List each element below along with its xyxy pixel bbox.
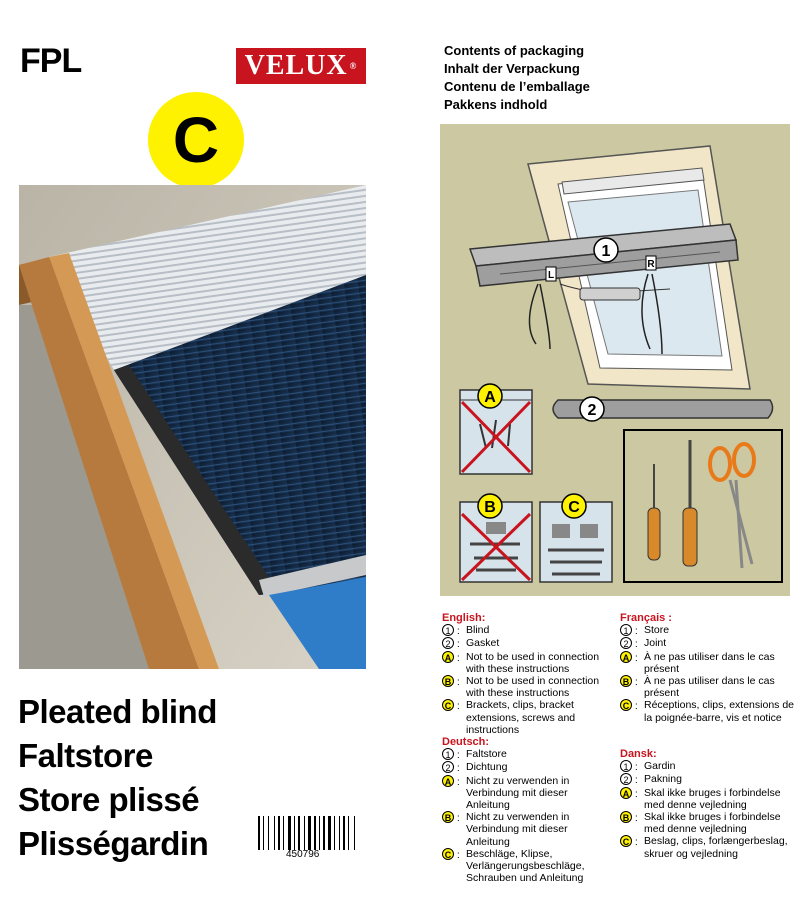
legend-heading: Dansk: [620, 748, 657, 760]
barcode-bar [278, 816, 280, 850]
legend-key: 2 [442, 761, 454, 773]
title-english: Pleated blind [18, 693, 217, 730]
barcode-bar [258, 816, 260, 850]
barcode-number: 450796 [286, 849, 320, 860]
legend-text: Dichtung [466, 761, 508, 774]
legend-item: B : Nicht zu verwenden in Verbindung mit dieser Anleitung [442, 811, 612, 848]
legend-english [442, 612, 612, 736]
legend-item: 2 : Gasket [442, 637, 612, 650]
legend-text: Gardin [644, 760, 676, 773]
legend-heading: English: [442, 612, 486, 624]
legend-text: Not to be used in connection with these instructions [466, 650, 600, 675]
legend-text: À ne pas utiliser dans le cas présent [644, 675, 775, 700]
legend-item: A : Nicht zu verwenden in Verbindung mit dieser Anleitung [442, 775, 612, 812]
legend-key: C [442, 699, 454, 711]
barcode-bar [294, 816, 295, 850]
variant-badge: C [148, 92, 244, 188]
barcode-bar [339, 816, 340, 850]
legend-text: Joint [644, 637, 667, 650]
title-french: Store plissé [18, 781, 200, 818]
barcode-bar [354, 816, 355, 850]
barcode-bar [314, 816, 316, 850]
legend-key: B [620, 675, 632, 687]
legend-text: Skal ikke bruges i forbindelse med denne vejledning [644, 786, 781, 811]
barcode [258, 816, 366, 850]
legend-item: C : Beslag, clips, forlængerbeslag, skruer og vejledning [620, 835, 800, 859]
barcode-bar [319, 816, 320, 850]
legend-key: C [620, 835, 632, 847]
legend-key: 1 [442, 748, 454, 760]
barcode-bar [323, 816, 325, 850]
item-b-label: B [484, 499, 496, 516]
legend-item: A : Not to be used in connection with these instructions [442, 651, 612, 675]
product-photo [19, 185, 366, 669]
legend-text: Nicht zu verwenden in Verbindung mit dieser Anleitung [466, 774, 570, 812]
model-code: FPL [20, 42, 82, 80]
legend-french [620, 612, 800, 724]
legend-text: Brackets, clips, bracket extensions, screws and instructions [466, 699, 576, 736]
legend-text: Gasket [466, 637, 500, 650]
legend-key: C [442, 848, 454, 860]
contents-heading-fr: Contenu de l’emballage [444, 79, 590, 94]
barcode-bar [268, 816, 269, 850]
product-titles [18, 690, 217, 866]
legend-text: Not to be used in connection with these instructions [466, 675, 600, 700]
legend-key: B [442, 811, 454, 823]
barcode-bar [274, 816, 275, 850]
right-marker: R [647, 259, 655, 270]
contents-heading-de: Inhalt der Verpackung [444, 61, 580, 76]
contents-heading-da: Pakkens indhold [444, 97, 548, 112]
legend-text: Nicht zu verwenden in Verbindung mit dieser Anleitung [466, 811, 570, 848]
legend-text: Skal ikke bruges i forbindelse med denne vejledning [644, 811, 781, 836]
legend-key: A [620, 651, 632, 663]
legend-key: 2 [442, 637, 454, 649]
barcode-bar [283, 816, 284, 850]
legend-key: A [442, 651, 454, 663]
legend-item: 1 : Store [620, 624, 800, 637]
brand-name: VELUX [244, 50, 348, 81]
legend-german [442, 736, 612, 884]
legend-key: B [620, 811, 632, 823]
legend-text: Réceptions, clips, extensions de la poignée-barre, vis et notice [644, 699, 794, 724]
barcode-bar [298, 816, 300, 850]
contents-heading [444, 42, 590, 114]
item-2-label: 2 [587, 402, 597, 419]
barcode-bar [348, 816, 349, 850]
legend-item: 1 : Gardin [620, 760, 800, 773]
barcode-bar [304, 816, 305, 850]
item-a-label: A [484, 389, 496, 406]
legend-key: 2 [620, 637, 632, 649]
title-danish: Plisségardin [18, 825, 209, 862]
velux-logo [236, 48, 366, 84]
legend-key: 1 [620, 760, 632, 772]
legend-item: C : Réceptions, clips, extensions de la poignée-barre, vis et notice [620, 699, 800, 723]
barcode-bar [263, 816, 264, 850]
legend-text: À ne pas utiliser dans le cas présent [644, 650, 775, 675]
item-1-label: 1 [601, 243, 611, 260]
legend-key: A [442, 775, 454, 787]
legend-item: 2 : Pakning [620, 773, 800, 786]
legend-key: 1 [442, 624, 454, 636]
registered-mark: ® [349, 61, 358, 71]
barcode-bar [288, 816, 291, 850]
legend-key: C [620, 699, 632, 711]
barcode-bar [308, 816, 311, 850]
legend-heading: Deutsch: [442, 736, 490, 748]
legend-heading: Français : [620, 612, 672, 624]
legend-item: B : Not to be used in connection with these instructions [442, 675, 612, 699]
legend-text: Faltstore [466, 748, 507, 761]
item-c-label: C [568, 499, 580, 516]
barcode-bar [343, 816, 345, 850]
legend-text: Store [644, 624, 670, 637]
legend-key: 1 [620, 624, 632, 636]
legend-item: 2 : Dichtung [442, 761, 612, 774]
legend-item: 2 : Joint [620, 637, 800, 650]
legend-text: Beslag, clips, forlængerbeslag, skruer og vejledning [644, 835, 788, 860]
legend-key: 2 [620, 773, 632, 785]
legend-item: B : À ne pas utiliser dans le cas présent [620, 675, 800, 699]
legend-item: A : À ne pas utiliser dans le cas présent [620, 651, 800, 675]
title-german: Faltstore [18, 737, 153, 774]
contents-diagram [440, 124, 790, 596]
legend-key: B [442, 675, 454, 687]
legend-text: Beschläge, Klipse, Verlängerungsbeschläge, Schrauben und Anleitung [466, 847, 585, 885]
legend-item: C : Brackets, clips, bracket extensions, screws and instructions [442, 699, 612, 736]
legend-item: C : Beschläge, Klipse, Verlängerungsbeschläge, Schrauben und Anleitung [442, 848, 612, 885]
tools-drawing [624, 430, 782, 582]
legend-item: 1 : Blind [442, 624, 612, 637]
barcode-bar [328, 816, 331, 850]
left-marker: L [547, 270, 555, 281]
legend-text: Blind [466, 624, 490, 637]
legend-item: A : Skal ikke bruges i forbindelse med denne vejledning [620, 787, 800, 811]
legend-text: Pakning [644, 773, 682, 786]
legend-danish [620, 748, 800, 860]
barcode-bar [334, 816, 335, 850]
contents-illustration [440, 124, 790, 596]
contents-heading-en: Contents of packaging [444, 43, 585, 58]
window-blind-image [19, 185, 366, 669]
legend-item: 1 : Faltstore [442, 748, 612, 761]
legend-key: A [620, 787, 632, 799]
legend-item: B : Skal ikke bruges i forbindelse med denne vejledning [620, 811, 800, 835]
